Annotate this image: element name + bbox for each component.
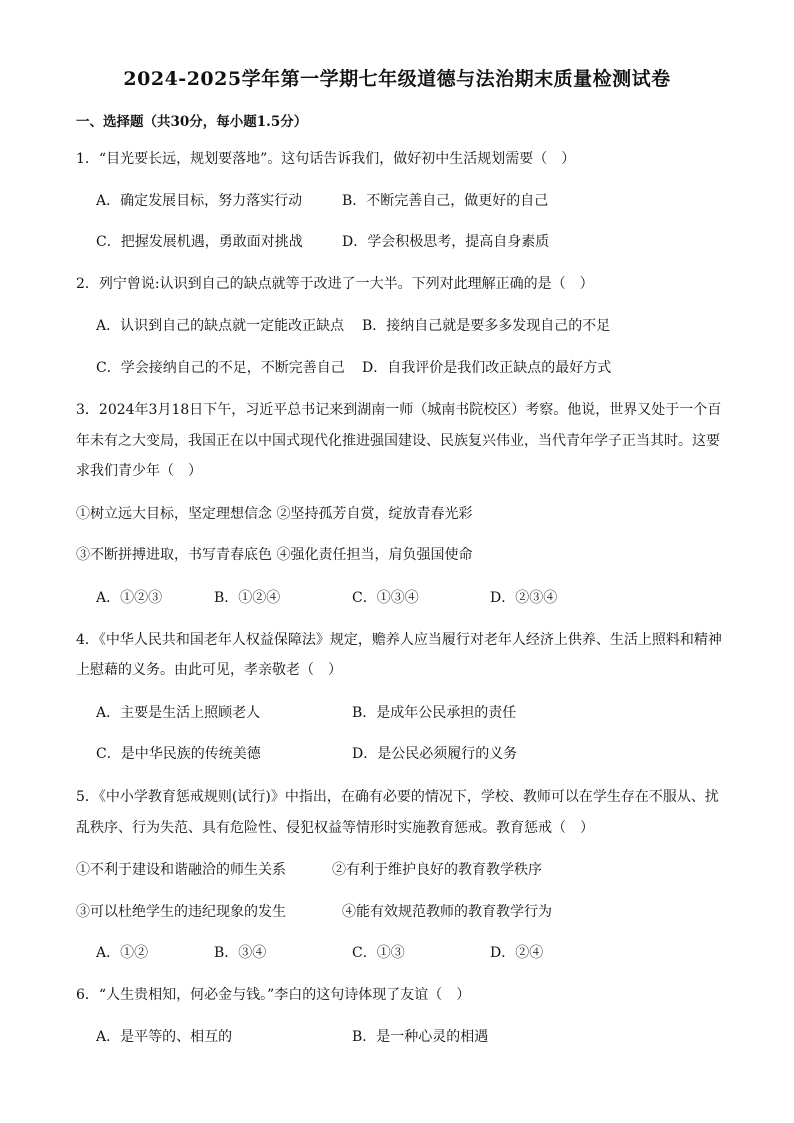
question-4-option-d: D．是公民必须履行的义务: [352, 746, 518, 762]
question-5-stem-line-1: 5．《中小学教育惩戒规则(试行)》中指出，在确有必要的情况下，学校、教师可以在学生存在不服从、扰: [76, 789, 719, 805]
question-2-option-d: D．自我评价是我们改正缺点的最好方式: [362, 360, 612, 376]
question-4-option-c: C．是中华民族的传统美德: [96, 746, 261, 762]
question-1-option-b: B．不断完善自己，做更好的自己: [342, 193, 549, 209]
question-3-option-a: A．①②③: [96, 590, 163, 606]
question-4-option-b: B．是成年公民承担的责任: [352, 705, 517, 721]
question-6-stem: 6．“人生贵相知，何必金与钱。”李白的这句诗体现了友谊（ ）: [76, 987, 471, 1003]
question-5-option-d: D．②④: [490, 945, 544, 961]
question-5-option-b: B．③④: [214, 945, 267, 961]
question-3-stem-line-2: 年未有之大变局，我国正在以中国式现代化推进强国建设、民族复兴伟业，当代青年学子正当其时。这要: [76, 433, 720, 449]
question-5-item-2: ②有利于维护良好的教育教学秩序: [332, 862, 542, 878]
question-3-option-c: C．①③④: [352, 590, 419, 606]
question-1-option-d: D．学会积极思考，提高自身素质: [342, 234, 550, 250]
question-1-stem: 1．“目光要长远，规划要落地”。这句话告诉我们，做好初中生活规划需要（ ）: [76, 151, 576, 167]
question-5-stem-line-2: 乱秩序、行为失范、具有危险性、侵犯权益等情形时实施教育惩戒。教育惩戒（ ）: [76, 820, 594, 836]
question-1-option-a: A．确定发展目标，努力落实行动: [96, 193, 303, 209]
question-2-stem: 2．列宁曾说:认识到自己的缺点就等于改进了一大半。下列对此理解正确的是（ ）: [76, 276, 594, 292]
question-2-option-a: A．认识到自己的缺点就一定能改正缺点: [96, 318, 345, 334]
question-3-stem-line-3: 求我们青少年（ ）: [76, 463, 202, 479]
question-4-stem-line-2: 上慰藉的义务。由此可见，孝亲敬老（ ）: [76, 662, 342, 678]
question-3-option-d: D．②③④: [490, 590, 558, 606]
question-5-option-a: A．①②: [96, 945, 149, 961]
question-4-option-a: A．主要是生活上照顾老人: [96, 705, 261, 721]
question-5-item-3: ③可以杜绝学生的违纪现象的发生: [76, 904, 286, 920]
question-4-stem-line-1: 4．《中华人民共和国老年人权益保障法》规定，赡养人应当履行对老年人经济上供养、生活上照料和精神: [76, 632, 722, 648]
question-3-stem-line-1: 3．2024年3月18日下午，习近平总书记来到湖南一师（城南书院校区）考察。他说，世界又处于一个百: [76, 402, 722, 418]
question-6-option-a: A．是平等的、相互的: [96, 1029, 233, 1045]
question-2-option-b: B．接纳自己就是要多多发现自己的不足: [362, 318, 611, 334]
question-2-option-c: C．学会接纳自己的不足，不断完善自己: [96, 360, 345, 376]
exam-title: 2024-2025学年第一学期七年级道德与法治期末质量检测试卷: [123, 68, 671, 90]
question-5-option-c: C．①③: [352, 945, 405, 961]
question-5-item-4: ④能有效规范教师的教育教学行为: [342, 904, 552, 920]
question-3-items-1-2: ①树立远大目标，坚定理想信念 ②坚持孤芳自赏，绽放青春光彩: [76, 506, 473, 522]
question-3-option-b: B．①②④: [214, 590, 281, 606]
section-heading: 一、选择题（共30分，每小题1.5分）: [76, 114, 308, 130]
question-6-option-b: B．是一种心灵的相遇: [352, 1029, 489, 1045]
question-3-items-3-4: ③不断拼搏进取，书写青春底色 ④强化责任担当，肩负强国使命: [76, 547, 473, 563]
question-5-item-1: ①不利于建设和谐融洽的师生关系: [76, 862, 286, 878]
question-1-option-c: C．把握发展机遇，勇敢面对挑战: [96, 234, 303, 250]
